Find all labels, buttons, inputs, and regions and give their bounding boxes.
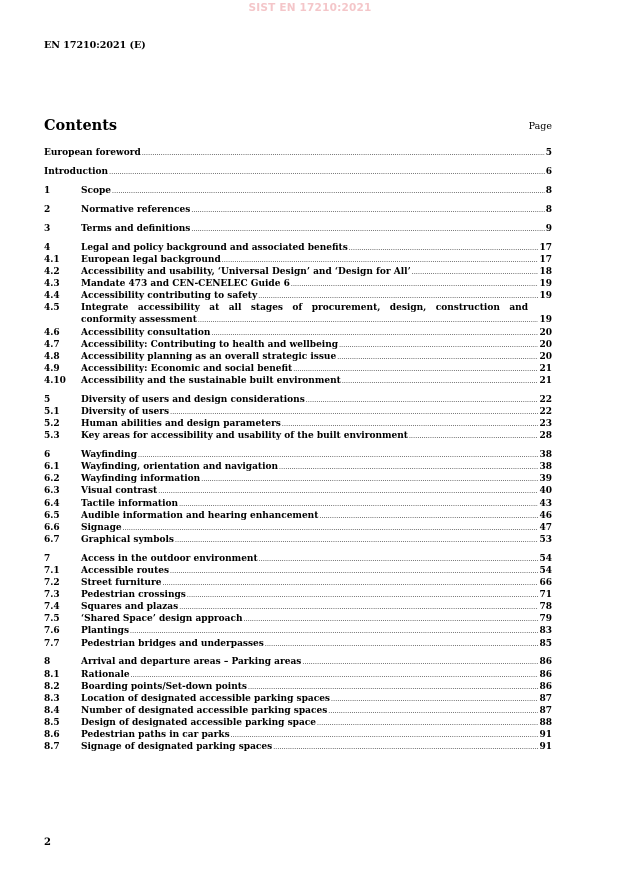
contents-title: Contents: [44, 117, 118, 134]
toc-entry-number: 6: [44, 450, 51, 461]
toc-entry-number: 5.3: [44, 431, 60, 442]
leader-dots: [409, 431, 539, 443]
toc-entry-number: 2: [44, 204, 51, 215]
toc-entry-page: 39: [539, 474, 552, 485]
toc-entry-page: 21: [539, 363, 552, 374]
toc-entry-title: Wayfinding information: [81, 474, 201, 485]
toc-entry-title: Arrival and departure areas – Parking areas: [81, 657, 302, 668]
toc-entry[interactable]: [44, 669, 552, 681]
toc-entry[interactable]: [44, 290, 552, 302]
toc-entry-title: Plantings: [81, 626, 130, 637]
toc-entry-page: 40: [539, 486, 552, 497]
table-of-contents: [44, 147, 552, 753]
toc-entry-number: 8.1: [44, 669, 60, 680]
toc-entry-page: 53: [539, 534, 552, 545]
toc-entry-title: Pedestrian paths in car parks: [81, 730, 230, 741]
toc-entry-title: Wayfinding: [81, 450, 138, 461]
toc-entry-title: Audible information and hearing enhancement: [81, 510, 319, 521]
toc-entry-title: Rationale: [81, 669, 130, 680]
toc-entry[interactable]: [44, 223, 552, 235]
toc-entry[interactable]: [44, 266, 552, 278]
toc-entry-number: 8.3: [44, 693, 60, 704]
page-number: 2: [44, 837, 51, 848]
toc-entry-title: Mandate 473 and CEN-CENELEC Guide 6: [81, 279, 290, 290]
leader-dots: [109, 167, 545, 179]
toc-entry-page: 85: [539, 638, 552, 649]
toc-entry[interactable]: [44, 510, 552, 522]
toc-entry[interactable]: [44, 638, 552, 650]
toc-entry-title: Pedestrian crossings: [81, 590, 186, 601]
toc-entry[interactable]: [44, 473, 552, 485]
toc-entry-page: 38: [539, 462, 552, 473]
leader-dots: [142, 148, 545, 160]
toc-entry-page: 54: [539, 553, 552, 564]
toc-entry-title: Introduction: [44, 166, 109, 177]
leader-dots: [342, 376, 539, 388]
toc-entry-number: 7.3: [44, 590, 60, 601]
toc-entry[interactable]: [44, 705, 552, 717]
toc-entry-number: 1: [44, 185, 51, 196]
toc-entry-title: Key areas for accessibility and usability of the built environment: [81, 431, 408, 442]
toc-entry[interactable]: [44, 363, 552, 375]
toc-entry-title-continued: conformity assessment: [81, 315, 197, 326]
toc-entry-page: 86: [539, 657, 552, 668]
toc-entry-page: 5: [545, 148, 552, 158]
toc-entry-number: 8.7: [44, 742, 60, 753]
toc-entry-number: 6.1: [44, 462, 60, 473]
watermark: SIST EN 17210:2021: [248, 2, 372, 14]
toc-entry-number: 5.1: [44, 407, 60, 418]
toc-entry-number: 7.1: [44, 565, 60, 576]
toc-entry-title: Normative references: [81, 204, 191, 215]
toc-entry-number: 6.3: [44, 486, 60, 497]
toc-entry-page: 20: [539, 327, 552, 338]
toc-entry-number: 4.3: [44, 279, 60, 290]
toc-entry-page: 43: [539, 498, 552, 509]
toc-entry-page: 47: [539, 522, 552, 533]
toc-entry-page: 21: [539, 375, 552, 386]
toc-entry-title: Design of designated accessible parking space: [81, 717, 317, 728]
leader-dots: [112, 186, 545, 198]
toc-entry-page: 19: [539, 315, 552, 326]
toc-entry[interactable]: [44, 406, 552, 418]
toc-entry-page: 28: [539, 431, 552, 442]
toc-entry-title: Legal and policy background and associated benefits: [81, 242, 348, 253]
toc-entry[interactable]: [44, 553, 552, 565]
toc-entry-page: 71: [539, 590, 552, 601]
leader-dots: [191, 224, 544, 236]
toc-entry[interactable]: [44, 185, 552, 197]
toc-entry-title: Diversity of users and design considerations: [81, 394, 305, 405]
toc-entry[interactable]: [44, 302, 552, 314]
toc-entry-title: Graphical symbols: [81, 534, 174, 545]
toc-entry[interactable]: [44, 498, 552, 510]
toc-entry-page: 86: [539, 669, 552, 680]
toc-entry[interactable]: [44, 430, 552, 442]
toc-entry[interactable]: [44, 418, 552, 430]
toc-entry[interactable]: [44, 693, 552, 705]
toc-entry-title: Accessibility and usability, ‘Universal Design’ and ‘Design for All’: [81, 267, 411, 278]
toc-entry-number: 6.6: [44, 522, 60, 533]
toc-entry[interactable]: [44, 278, 552, 290]
toc-entry[interactable]: [44, 147, 552, 159]
contents-header: [44, 117, 552, 137]
toc-entry-number: 7: [44, 553, 51, 564]
toc-entry-number: 7.2: [44, 578, 60, 589]
toc-entry-number: 6.4: [44, 498, 60, 509]
toc-entry[interactable]: [44, 613, 552, 625]
toc-entry-title: European foreword: [44, 148, 141, 158]
toc-entry-title: Diversity of users: [81, 407, 170, 418]
toc-entry[interactable]: [44, 577, 552, 589]
toc-entry[interactable]: [44, 449, 552, 461]
toc-entry-page: 17: [539, 242, 552, 253]
toc-entry-number: 7.4: [44, 602, 60, 613]
toc-entry-title: Access in the outdoor environment: [81, 553, 258, 564]
toc-entry-title: Signage of designated parking spaces: [81, 742, 273, 753]
toc-entry[interactable]: [44, 166, 552, 178]
toc-entry-number: 8.4: [44, 705, 60, 716]
toc-entry-number: 4.2: [44, 267, 60, 278]
document-id: EN 17210:2021 (E): [44, 40, 146, 51]
toc-entry[interactable]: [44, 534, 552, 546]
toc-entry-title: Squares and plazas: [81, 602, 179, 613]
toc-entry-page: 38: [539, 450, 552, 461]
toc-entry-title: ‘Shared Space’ design approach: [81, 614, 243, 625]
toc-entry-page: 46: [539, 510, 552, 521]
toc-entry[interactable]: [44, 351, 552, 363]
toc-entry-title: Accessibility consultation: [81, 327, 211, 338]
toc-entry-title: Boarding points/Set-down points: [81, 681, 247, 692]
toc-entry[interactable]: [44, 327, 552, 339]
toc-entry-title: Accessibility planning as an overall strategic issue: [81, 351, 337, 362]
toc-entry-number: 5: [44, 394, 51, 405]
leader-dots: [191, 205, 544, 217]
toc-entry[interactable]: [44, 589, 552, 601]
toc-entry[interactable]: [44, 394, 552, 406]
toc-entry-title: Accessibility: Contributing to health and wellbeing: [81, 339, 339, 350]
toc-entry-number: 4.9: [44, 363, 60, 374]
toc-entry[interactable]: [44, 461, 552, 473]
leader-dots: [265, 639, 539, 651]
toc-entry-number: 6.5: [44, 510, 60, 521]
toc-entry[interactable]: [44, 254, 552, 266]
toc-entry-title: Accessible routes: [81, 565, 170, 576]
toc-entry-number: 4.5: [44, 303, 60, 314]
toc-entry-page: 87: [539, 705, 552, 716]
toc-entry-title: Location of designated accessible parking spaces: [81, 693, 330, 704]
toc-entry[interactable]: [44, 681, 552, 693]
page-column-label: Page: [528, 121, 552, 132]
toc-entry-number: 4.1: [44, 255, 60, 266]
toc-entry[interactable]: [44, 601, 552, 613]
toc-entry-page: 8: [545, 204, 552, 215]
toc-entry-number: 8.5: [44, 717, 60, 728]
toc-entry[interactable]: [44, 565, 552, 577]
toc-entry-page: 78: [539, 602, 552, 613]
toc-entry[interactable]: [44, 485, 552, 497]
toc-entry-page: 20: [539, 351, 552, 362]
toc-entry-title: Tactile information: [81, 498, 179, 509]
toc-entry-page: 87: [539, 693, 552, 704]
toc-entry-number: 8: [44, 657, 51, 668]
toc-entry[interactable]: [44, 522, 552, 534]
toc-entry[interactable]: [44, 625, 552, 637]
toc-entry[interactable]: [44, 204, 552, 216]
toc-entry-page: 20: [539, 339, 552, 350]
toc-entry-page: 86: [539, 681, 552, 692]
toc-entry-page: 83: [539, 626, 552, 637]
toc-entry-title: Pedestrian bridges and underpasses: [81, 638, 264, 649]
toc-entry[interactable]: [44, 375, 552, 387]
toc-entry-page: 79: [539, 614, 552, 625]
toc-entry[interactable]: [44, 656, 552, 668]
toc-entry-number: 4.6: [44, 327, 60, 338]
toc-entry-title: Human abilities and design parameters: [81, 419, 281, 430]
toc-entry-title: European legal background: [81, 255, 221, 266]
toc-entry-continuation[interactable]: [44, 314, 552, 326]
toc-entry-number: 6.7: [44, 534, 60, 545]
toc-entry-page: 88: [539, 717, 552, 728]
toc-entry-page: 22: [539, 394, 552, 405]
toc-entry[interactable]: [44, 729, 552, 741]
toc-entry-number: 8.2: [44, 681, 60, 692]
toc-entry-number: 4.10: [44, 375, 66, 386]
toc-entry-number: 7.6: [44, 626, 60, 637]
toc-entry-number: 6.2: [44, 474, 60, 485]
toc-entry-page: 6: [545, 166, 552, 177]
toc-entry-title: Street furniture: [81, 578, 162, 589]
toc-entry-number: 7.7: [44, 638, 60, 649]
toc-entry-title: Accessibility and the sustainable built environment: [81, 375, 341, 386]
toc-entry-number: 5.2: [44, 419, 60, 430]
toc-entry-page: 54: [539, 565, 552, 576]
leader-dots: [175, 535, 538, 547]
toc-entry-page: 22: [539, 407, 552, 418]
toc-entry-title: Visual contrast: [81, 486, 158, 497]
toc-entry-page: 8: [545, 185, 552, 196]
toc-entry-page: 19: [539, 279, 552, 290]
toc-entry-number: 3: [44, 223, 51, 234]
toc-entry[interactable]: [44, 717, 552, 729]
toc-entry-number: 4: [44, 242, 51, 253]
toc-entry[interactable]: [44, 339, 552, 351]
toc-entry-page: 91: [539, 742, 552, 753]
toc-entry-page: 17: [539, 255, 552, 266]
toc-entry-number: 8.6: [44, 730, 60, 741]
toc-entry-title: Accessibility contributing to safety: [81, 291, 258, 302]
leader-dots: [273, 742, 538, 754]
toc-entry-page: 66: [539, 578, 552, 589]
toc-entry-title: Number of designated accessible parking spaces: [81, 705, 328, 716]
toc-entry-title: Terms and definitions: [81, 223, 191, 234]
toc-entry-number: 4.7: [44, 339, 60, 350]
toc-entry-title: Wayfinding, orientation and navigation: [81, 462, 279, 473]
toc-entry-number: 4.4: [44, 291, 60, 302]
toc-entry-page: 18: [539, 267, 552, 278]
toc-entry-title: Accessibility: Economic and social benefit: [81, 363, 293, 374]
toc-entry-number: 7.5: [44, 614, 60, 625]
toc-entry[interactable]: [44, 741, 552, 753]
toc-entry-number: 4.8: [44, 351, 60, 362]
toc-entry-title: Integrate accessibility at all stages of procurement, design, construction and: [81, 303, 528, 314]
toc-entry-page: 23: [539, 419, 552, 430]
toc-entry[interactable]: [44, 242, 552, 254]
toc-entry-page: 91: [539, 730, 552, 741]
toc-entry-title: Signage: [81, 522, 122, 533]
toc-entry-title: Scope: [81, 185, 112, 196]
toc-entry-page: 9: [545, 223, 552, 234]
toc-entry-page: 19: [539, 291, 552, 302]
